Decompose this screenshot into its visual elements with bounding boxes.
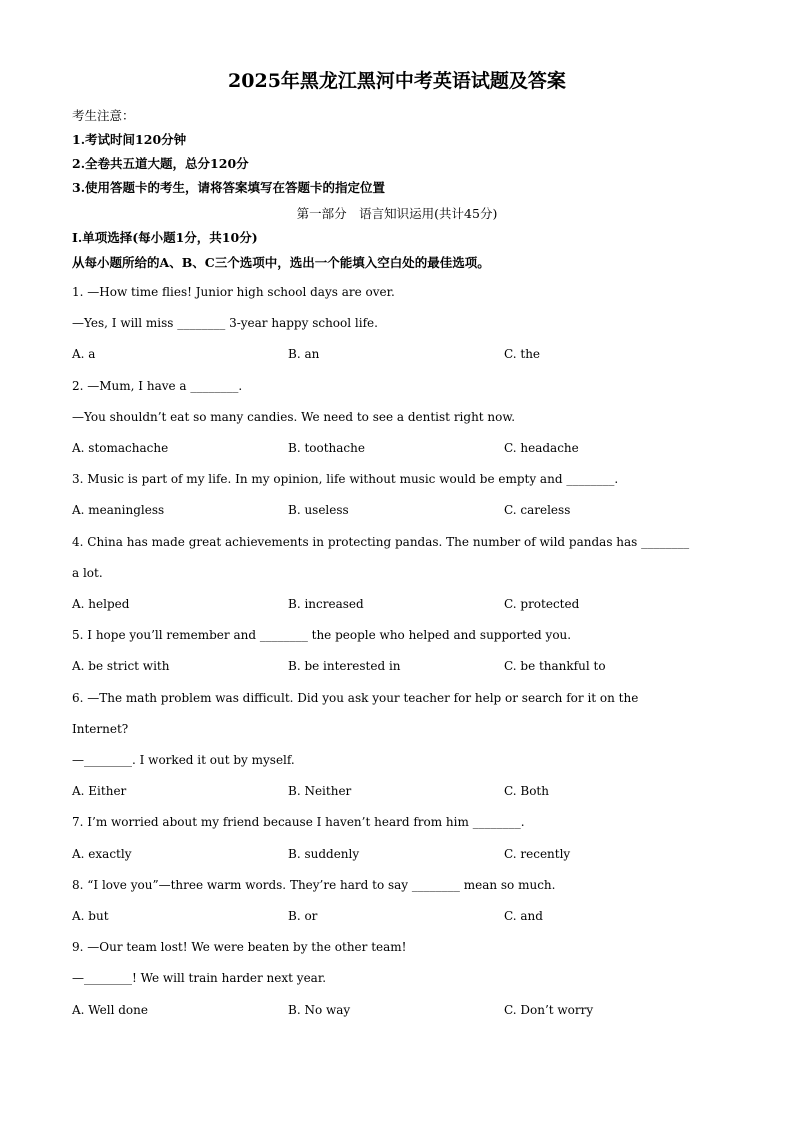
option-a: A. a [72,347,96,361]
question-stem: 9. —Our team lost! We were beaten by the other team! [72,940,407,954]
option-b: B. No way [288,1003,351,1017]
option-b: B. suddenly [288,847,360,861]
question-stem: 8. “I love you”—three warm words. They’re hard to say ________ mean so much. [72,878,556,892]
option-b: B. increased [288,597,364,611]
option-c: C. protected [504,597,580,611]
option-b: B. useless [288,503,349,517]
exam-title: 2025年黑龙江黑河中考英语试题及答案 [228,70,566,92]
option-b: B. be interested in [288,659,401,673]
notice-heading: 考生注意： [72,108,135,123]
question-stem: 1. —How time flies! Junior high school days are over. [72,285,395,299]
option-a: A. exactly [72,847,132,861]
option-a: A. Well done [72,1003,148,1017]
option-c: C. be thankful to [504,659,606,673]
question-line: —You shouldn’t eat so many candies. We need to see a dentist right now. [72,410,516,424]
question-line: Internet? [72,722,129,736]
question-line: —________! We will train harder next year. [72,971,327,985]
option-c: C. Don’t worry [504,1003,594,1017]
option-c: C. recently [504,847,571,861]
question-stem: 5. I hope you’ll remember and ________ the people who helped and supported you. [72,628,572,642]
question-stem: 6. —The math problem was difficult. Did you ask your teacher for help or search for it on the [72,691,639,705]
option-a: A. Either [72,784,127,798]
section-heading: I.单项选择(每小题1分，共10分) [72,230,258,245]
notice-item: 3.使用答题卡的考生，请将答案填写在答题卡的指定位置 [72,180,386,195]
option-a: A. helped [72,597,130,611]
option-b: B. Neither [288,784,352,798]
question-stem: 7. I’m worried about my friend because I haven’t heard from him ________. [72,815,525,829]
option-c: C. headache [504,441,579,455]
option-c: C. Both [504,784,549,798]
option-c: C. the [504,347,541,361]
question-stem: 4. China has made great achievements in protecting pandas. The number of wild pandas has ________ [72,535,690,549]
option-a: A. but [72,909,109,923]
question-line: —________. I worked it out by myself. [72,753,295,767]
notice-item: 1.考试时间120分钟 [72,132,187,147]
option-b: B. an [288,347,320,361]
option-b: B. toothache [288,441,365,455]
notice-item: 2.全卷共五道大题，总分120分 [72,156,249,171]
option-a: A. meaningless [72,503,165,517]
section-instruction: 从每小题所给的A、B、C三个选项中，选出一个能填入空白处的最佳选项。 [72,255,490,270]
option-a: A. be strict with [72,659,170,673]
question-line: —Yes, I will miss ________ 3-year happy school life. [72,316,378,330]
question-line: a lot. [72,566,103,580]
question-stem: 3. Music is part of my life. In my opinion, life without music would be empty and ________. [72,472,619,486]
option-c: C. careless [504,503,571,517]
part-title: 第一部分 语言知识运用(共计45分) [296,206,498,221]
question-stem: 2. —Mum, I have a ________. [72,379,243,393]
option-c: C. and [504,909,543,923]
option-a: A. stomachache [72,441,169,455]
option-b: B. or [288,909,318,923]
